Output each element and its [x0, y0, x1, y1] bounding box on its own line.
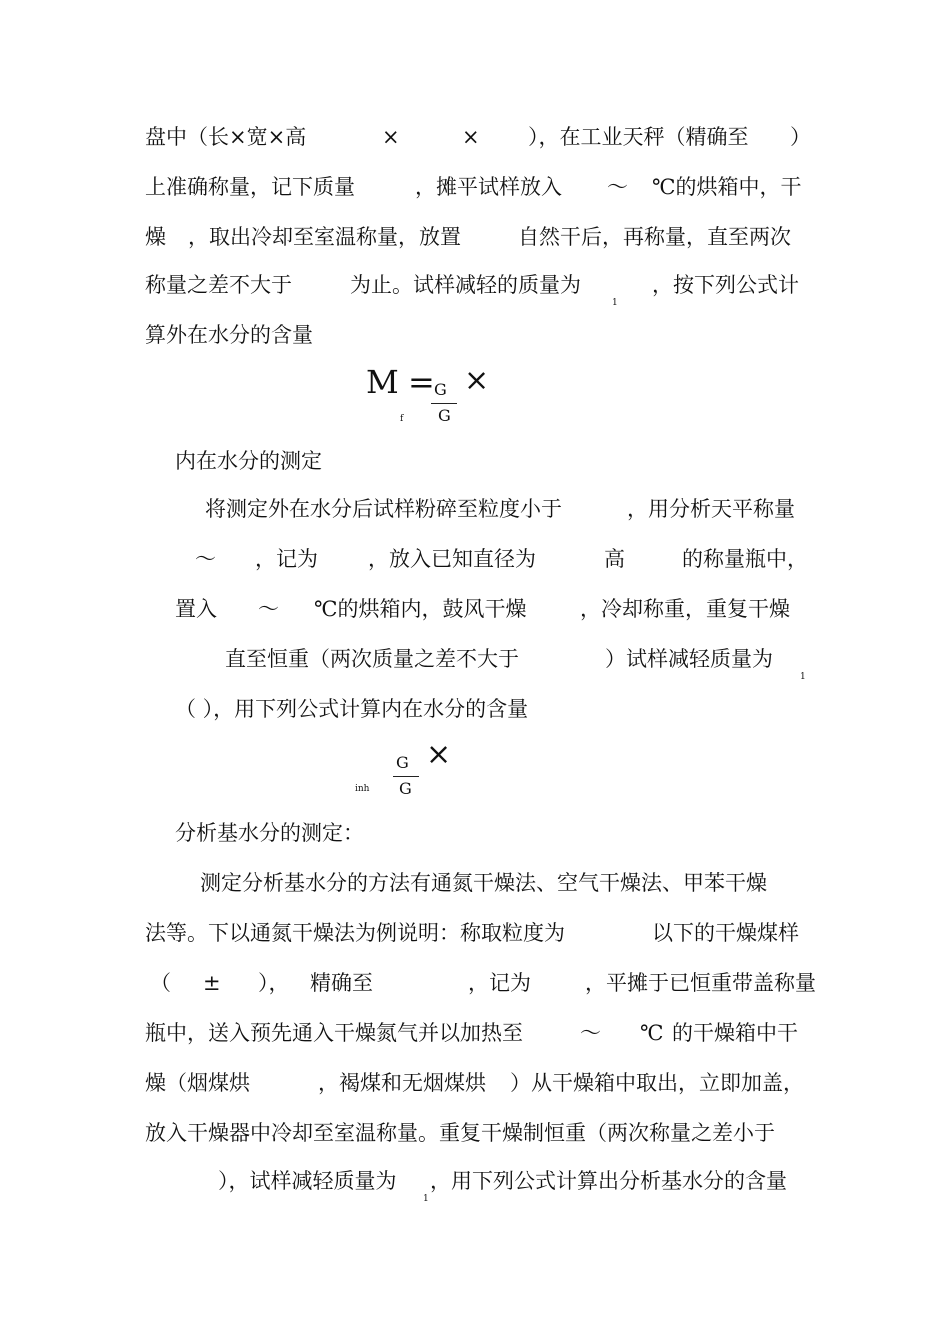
text-fragment: ，取出冷却至室温称量，放置	[188, 225, 461, 249]
text-fragment: ±	[203, 971, 221, 995]
text-fragment: ，冷却称重，重复干燥	[580, 597, 790, 621]
text-fragment: ，褐煤和无烟煤烘	[318, 1071, 486, 1095]
formula-numerator: G	[434, 380, 447, 399]
formula-equals: =	[408, 363, 435, 401]
text-fragment: 将测定外在水分后试样粉碎至粒度小于	[205, 497, 562, 521]
section-heading: 分析基水分的测定：	[175, 821, 364, 845]
text-fragment: ～	[607, 175, 628, 199]
subscript: 1	[800, 672, 806, 682]
text-fragment: 瓶中，送入预先通入干燥氮气并以加热至	[145, 1021, 523, 1045]
text-fragment: ）从干燥箱中取出，立即加盖，	[510, 1071, 804, 1095]
text-fragment: ，摊平试样放入	[415, 175, 562, 199]
text-fragment: 直至恒重（两次质量之差不大于	[225, 647, 519, 671]
text-fragment: ）试样减轻质量为	[605, 647, 773, 671]
text-fragment: ，放入已知直径为	[368, 547, 536, 571]
subscript: 1	[423, 1194, 429, 1204]
fraction-bar	[431, 403, 457, 404]
times-icon: ×	[464, 363, 490, 398]
text-fragment: 为止。试样减轻的质量为	[350, 273, 581, 297]
times-icon: ×	[426, 737, 452, 772]
text-fragment: （ ），用下列公式计算内在水分的含量	[175, 697, 529, 721]
text-fragment: ），	[258, 971, 290, 995]
text-fragment: 上准确称量，记下质量	[145, 175, 355, 199]
text-fragment: ，按下列公式计	[652, 273, 799, 297]
text-fragment: 燥（烟煤烘	[145, 1071, 250, 1095]
text-fragment: 精确至	[310, 971, 373, 995]
text-fragment: ～	[580, 1021, 601, 1045]
subscript: 1	[612, 298, 618, 308]
section-heading: 内在水分的测定	[175, 449, 322, 473]
text-fragment: 自然干后，再称量，直至两次	[518, 225, 791, 249]
text-line: 测定分析基水分的方法有通氮干燥法、空气干燥法、甲苯干燥	[200, 871, 767, 895]
text-fragment: ℃的烘箱内，鼓风干燥	[314, 597, 527, 621]
text-fragment: ），在工业天秤（精确至	[528, 125, 749, 149]
text-fragment: ～	[258, 597, 279, 621]
text-fragment: ×	[462, 125, 480, 149]
text-fragment: ，用分析天平称量	[627, 497, 795, 521]
text-fragment: ），试样减轻质量为	[218, 1169, 397, 1193]
text-fragment: ）	[790, 125, 811, 149]
subscript: inh	[355, 784, 370, 794]
text-fragment: 称量之差不大于	[145, 273, 292, 297]
text-fragment: ×	[382, 125, 400, 149]
text-fragment: 以下的干燥煤样	[652, 921, 799, 945]
text-fragment: 燥	[145, 225, 166, 249]
text-fragment: ，平摊于已恒重带盖称量	[585, 971, 816, 995]
text-fragment: ，记为	[255, 547, 318, 571]
text-line	[145, 122, 306, 152]
formula-numerator: G	[396, 753, 409, 772]
text-fragment: 置入	[175, 597, 217, 621]
text-fragment: ℃	[640, 1021, 664, 1045]
text-fragment: ℃的烘箱中，干	[652, 175, 802, 199]
text-fragment: 盘中（长×宽×高	[145, 125, 307, 149]
text-fragment: 高	[604, 547, 625, 571]
text-fragment: 的干燥箱中干	[672, 1021, 798, 1045]
formula-denominator: G	[438, 406, 451, 425]
text-line: 放入干燥器中冷却至室温称量。重复干燥制恒重（两次称量之差小于	[145, 1121, 775, 1145]
text-fragment: 算外在水分的含量	[145, 323, 313, 347]
formula-symbol: M	[366, 363, 399, 401]
fraction-bar	[393, 776, 419, 777]
text-fragment: ，记为	[468, 971, 531, 995]
text-fragment: 法等。下以通氮干燥法为例说明：称取粒度为	[145, 921, 565, 945]
text-fragment: ～	[195, 547, 216, 571]
text-fragment: ，用下列公式计算出分析基水分的含量	[430, 1169, 787, 1193]
text-fragment: 的称量瓶中，	[682, 547, 808, 571]
text-fragment: （	[150, 971, 171, 995]
formula-denominator: G	[399, 779, 412, 798]
subscript: f	[400, 414, 404, 424]
